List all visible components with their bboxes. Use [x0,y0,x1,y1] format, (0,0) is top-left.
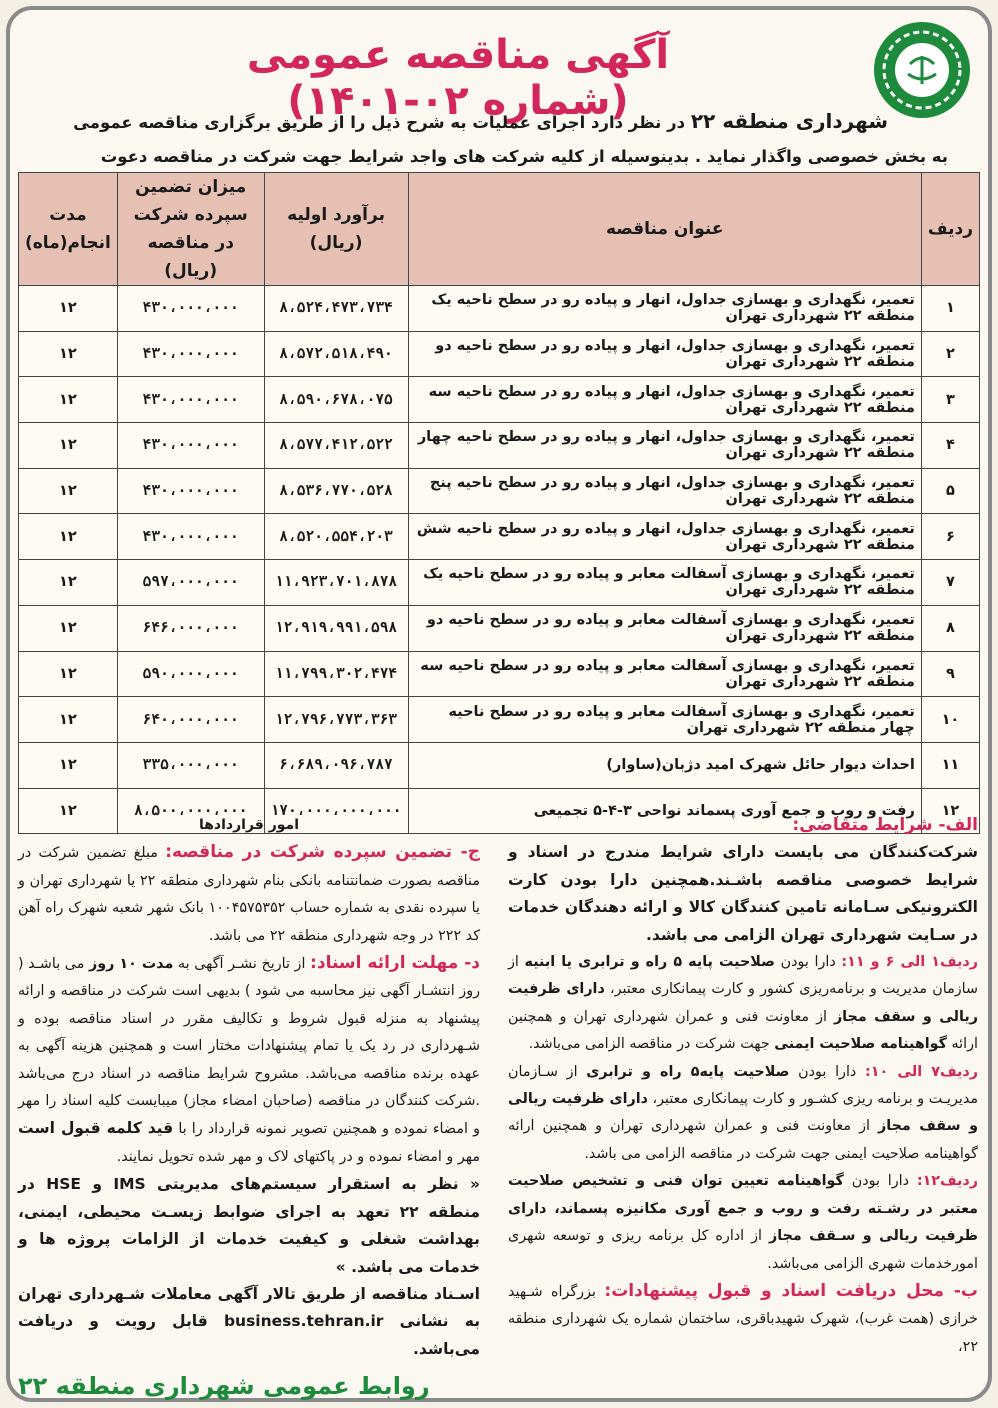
deposit: ۴۳۰،۰۰۰،۰۰۰ [117,331,264,377]
row-number: ۸ [921,605,979,651]
rows-7-10-text-3: از معاونت فنی و عمران شهرداری تهران و همچنین ارائه گواهینامه صلاحیت ایمنی جهت شرکت در مناقصه الزامی می باشد. [508,1118,978,1162]
section-b-heading: ب- محل دریافت اسناد و قبول پیشنهادات: [604,1280,978,1301]
public-relations-signature: روابط عمومی شهرداری منطقه ۲۲ [18,1372,430,1401]
table-row [19,742,980,788]
row-number: ۵ [921,468,979,514]
duration: ۱۲ [19,605,118,651]
tender-title: تعمیر، نگهداری و بهسازی جداول، انهار و پیاده رو در سطح ناحیه سه منطقه ۲۲ شهرداری تهران [408,377,921,423]
estimate: ۱۲،۷۹۶،۷۷۳،۳۶۳ [264,697,408,743]
header [20,14,978,164]
table-header-row [19,173,980,286]
duration: ۱۲ [19,514,118,560]
section-d-text-2: می باشـد ( روز انتشـار آگهی نیز محاسبه می شود ) بدیهی است شرکت در مناقصه و ارائه پیشنهاد به منزله قبول شروط و تکالیف مقرر در اسناد مناقصه بوده و شـهرداری در رد یک یا تمام پیشنهادات مختار است و همچنین هزینه آگهی به عهده برنده مناقصه می‌باشد. مشروح شرایط مناقصه در اسناد درج می‌باشد .شرکت کنندگان در مناقصه (صاحبان امضاء مجاز) میبایست کلیه اسناد را مهر و امضاء نموده و همچنین تصویر نمونه قرارداد را با [18,956,480,1138]
rows-7-10-bold-1: صلاحیت پایه۵ راه و ترابری [586,1063,790,1080]
table-row [19,514,980,560]
documents-text-2: قابل رویت و دریافت می‌باشد. [18,1312,480,1358]
deposit: ۴۳۰،۰۰۰،۰۰۰ [117,468,264,514]
row-number: ۱ [921,286,979,332]
estimate: ۶،۶۸۹،۰۹۶،۷۸۷ [264,742,408,788]
duration: ۱۲ [19,742,118,788]
section-d-text: از تاریخ نشـر آگهی به [173,956,311,973]
header-deposit: میزان تضمین سپرده شرکت در مناقصه (ریال) [117,173,264,286]
tender-title: تعمیر، نگهداری و بهسازی جداول، انهار و پیاده رو در سطح ناحیه یک منطقه ۲۲ شهرداری تهران [408,286,921,332]
section-c-heading: ج- تضمین سپرده شرکت در مناقصه: [165,842,480,863]
table-row [19,423,980,469]
page-title: آگهی مناقصه عمومی (شماره ۰۲-۱۴۰۱) [246,32,670,124]
table-row [19,560,980,606]
row-12-text: دارا بودن [843,1173,917,1190]
duration: ۱۲ [19,331,118,377]
tehran-municipality-logo [874,22,970,118]
estimate: ۱۲،۹۱۹،۹۹۱،۵۹۸ [264,605,408,651]
tender-title: تعمیر، نگهداری و بهسازی آسفالت معابر و پیاده رو در سطح ناحیه یک منطقه ۲۲ شهرداری تهران [408,560,921,606]
row-number: ۱۲ [921,788,979,834]
deposit: ۴۳۰،۰۰۰،۰۰۰ [117,377,264,423]
deposit: ۶۴۰،۰۰۰،۰۰۰ [117,697,264,743]
logo-emblem-icon [880,28,964,112]
rows-1-6-text-4: جهت شرکت در مناقصه الزامی می‌باشد. [528,1036,775,1053]
table-row [19,697,980,743]
deposit: ۴۳۰،۰۰۰،۰۰۰ [117,514,264,560]
deposit: ۴۳۰،۰۰۰،۰۰۰ [117,423,264,469]
hse-note: « نظر به استقرار سیستم‌های مدیریتی IMS و HSE در منطقه ۲۲ تعهد به اجرای ضوابط زیسـت محیطی، ایمنی، بهداشت شغلی و کیفیت خدمات از الزامات پروژه ها و خدمات می باشد. » [18,1175,481,1276]
rows-1-6-text-2: از سازمان مدیریت و برنامه‌ریزی کشور و کارت پیمانکاری معتبر، [508,954,978,998]
contracts-note: امور قراردادها [198,817,300,833]
deposit: ۴۳۰،۰۰۰،۰۰۰ [117,286,264,332]
table-row [19,377,980,423]
conditions-column [508,812,978,1361]
duration: ۱۲ [19,788,118,834]
row-number: ۳ [921,377,979,423]
tender-title: تعمیر، نگهداری و بهسازی جداول، انهار و پیاده رو در سطح ناحیه چهار منطقه ۲۲ شهرداری تهران [408,423,921,469]
deposit: ۸،۵۰۰،۰۰۰،۰۰۰ [117,788,264,834]
rows-7-10-bold-2: دارای ظرفیت ریالی و سقف مجاز [508,1091,978,1135]
section-d-bold-2: قید کلمه قبول است [18,1119,174,1138]
table-row [19,286,980,332]
estimate: ۱۷۰،۰۰۰،۰۰۰،۰۰۰ [264,788,408,834]
rows-7-10-label: ردیف۷ الی ۱۰: [865,1063,978,1080]
rows-1-6-text: دارا بودن [774,954,842,971]
estimate: ۸،۵۷۲،۵۱۸،۴۹۰ [264,331,408,377]
documents-text: اسـناد مناقصه از طریق تالار آگهی معاملات شـهرداری تهران به نشانی [18,1284,481,1331]
row-number: ۶ [921,514,979,560]
tenders-table [18,172,980,834]
estimate: ۱۱،۷۹۹،۳۰۲،۴۷۴ [264,651,408,697]
rows-1-6-text-3: از معاونت فنی و عمران شهرداری تهران و همچنین ارائه [508,1008,978,1053]
table-row [19,331,980,377]
table-row [19,468,980,514]
duration: ۱۲ [19,651,118,697]
rows-1-6-bold-3: گواهینامه صلاحیت ایمنی [774,1036,947,1053]
rows-7-10-text: دارا بودن [789,1063,866,1080]
estimate: ۸،۵۳۶،۷۷۰،۵۲۸ [264,468,408,514]
table-row [19,605,980,651]
rows-1-6-bold-2: دارای ظرفیت ریالی و سقف مجاز [508,981,978,1025]
intro-org: شهرداری منطقه ۲۲ [690,109,888,133]
row-number: ۴ [921,423,979,469]
section-c-text: مبلغ تضمین شرکت در مناقصه بصورت ضمانتنامه بانکی بنام شهرداری منطقه ۲۲ یا شهرداری تهران و یا سپرده نقدی به شماره حساب ۱۰۰۴۵۷۵۳۵۲ بانک شهر شعبه شهرک راه آهن کد ۲۲۲ در وجه شهرداری منطقه ۲۲ می باشد. [18,845,480,944]
deposit: ۵۹۷،۰۰۰،۰۰۰ [117,560,264,606]
intro-sentence: در نظر دارد اجرای عملیات به شرح ذیل را از طریق برگزاری مناقصه عمومی [73,113,691,132]
intro-line-2: به بخش خصوصی واگذار نماید . بدینوسیله از کلیه شرکت های واجد شرایط جهت شرکت در مناقصه دعوت [100,147,948,166]
row-number: ۹ [921,651,979,697]
section-c [18,839,480,950]
section-b [508,1278,978,1361]
deposit: ۵۹۰،۰۰۰،۰۰۰ [117,651,264,697]
deposit: ۶۴۶،۰۰۰،۰۰۰ [117,605,264,651]
table-row [19,651,980,697]
section-d-bold: مدت ۱۰ روز [88,956,174,973]
section-d-text-3: مهر و امضاء نموده و در پاکتهای لاک و مهر شده تحویل نمایند. [116,1148,480,1165]
estimate: ۸،۵۲۴،۴۷۳،۷۳۴ [264,286,408,332]
tender-title: تعمیر، نگهداری و بهسازی آسفالت معابر و پیاده رو در سطح ناحیه سه منطقه ۲۲ شهرداری تهران [408,651,921,697]
section-a-heading: الف- شرایط متقاضی: [792,815,978,835]
duration: ۱۲ [19,423,118,469]
tender-title: تعمیر، نگهداری و بهسازی آسفالت معابر و پیاده رو در سطح ناحیه دو منطقه ۲۲ شهرداری تهران [408,605,921,651]
header-duration: مدت انجام(ماه) [19,173,118,286]
rows-1-6-requirement [508,949,978,1059]
tender-title: تعمیر، نگهداری و بهسازی جداول، انهار و پیاده رو در سطح ناحیه دو منطقه ۲۲ شهرداری تهران [408,331,921,377]
row-12-bold: گواهینامه تعیین توان فنی و تشخیص صلاحیت معتبر در رشـته رفت و روب و جمع آوری مکانیزه پسماند، دارای ظرفیت ریالی و سـقف مجاز [508,1173,978,1245]
section-d-heading: د- مهلت ارائه اسناد: [310,953,480,974]
header-row-number: ردیف [921,173,979,286]
estimate: ۸،۵۷۷،۴۱۲،۵۲۲ [264,423,408,469]
row-12-label: ردیف۱۲: [916,1173,978,1190]
rows-7-10-text-2: از سـازمان مدیریـت و برنامه ریزی کشـور و کارت پیمانکاری معتبر، [508,1063,978,1108]
documents-note [18,1281,480,1363]
duration: ۱۲ [19,286,118,332]
row-number: ۷ [921,560,979,606]
rows-7-10-requirement [508,1059,978,1169]
row-12-text-2: از اداره کل برنامه ریزی و توسعه شهری امورخدمات شهری الزامی می‌باشد. [508,1228,978,1272]
duration: ۱۲ [19,560,118,606]
duration: ۱۲ [19,697,118,743]
section-b-text: بزرگراه شـهید خرازی (همت غرب)، شهرک شهیدباقری، ساختمان شماره یک شهرداری منطقه ۲۲، [508,1283,978,1355]
section-d [18,950,480,1171]
row-number: ۲ [921,331,979,377]
section-a-text: شرکت‌کنندگان می بایست دارای شرایط مندرج در اسناد و شرایط خصوصی مناقصه باشـند.همچنین دارا بودن کارت الکترونیکی سـامانه تامین کنندگان کالا و ارائه دهندگان خدمات در سـایت شهرداری تهران الزامی می باشد. [508,843,978,944]
tender-title: تعمیر، نگهداری و بهسازی آسفالت معابر و پیاده رو در سطح ناحیه چهار منطقه ۲۲ شهرداری تهران [408,697,921,743]
header-title: عنوان مناقصه [408,173,921,286]
duration: ۱۲ [19,468,118,514]
row-12-requirement [508,1168,978,1278]
estimate: ۱۱،۹۲۳،۷۰۱،۸۷۸ [264,560,408,606]
estimate: ۸،۵۹۰،۶۷۸،۰۷۵ [264,377,408,423]
deposit: ۳۳۵،۰۰۰،۰۰۰ [117,742,264,788]
tender-title: رفت و روب و جمع آوری پسماند نواحی ۳-۴-۵ تجمیعی [408,788,921,834]
header-estimate: برآورد اولیه (ریال) [264,173,408,286]
details-column [18,812,480,1401]
row-number: ۱۰ [921,697,979,743]
row-number: ۱۱ [921,742,979,788]
rows-1-6-bold-1: صلاحیت پایه ۵ راه و ترابری یا ابنیه [524,954,775,971]
documents-link[interactable]: business.tehran.ir [223,1312,384,1331]
tender-title: تعمیر، نگهداری و بهسازی جداول، انهار و پیاده رو در سطح ناحیه پنج منطقه ۲۲ شهرداری تهران [408,468,921,514]
tender-title: احداث دیوار حائل شهرک امید دژبان(ساوار) [408,742,921,788]
tender-title: تعمیر، نگهداری و بهسازی جداول، انهار و پیاده رو در سطح ناحیه شش منطقه ۲۲ شهرداری تهران [408,514,921,560]
rows-1-6-label: ردیف۱ الی ۶ و ۱۱: [841,954,978,971]
duration: ۱۲ [19,377,118,423]
estimate: ۸،۵۲۰،۵۵۴،۲۰۳ [264,514,408,560]
